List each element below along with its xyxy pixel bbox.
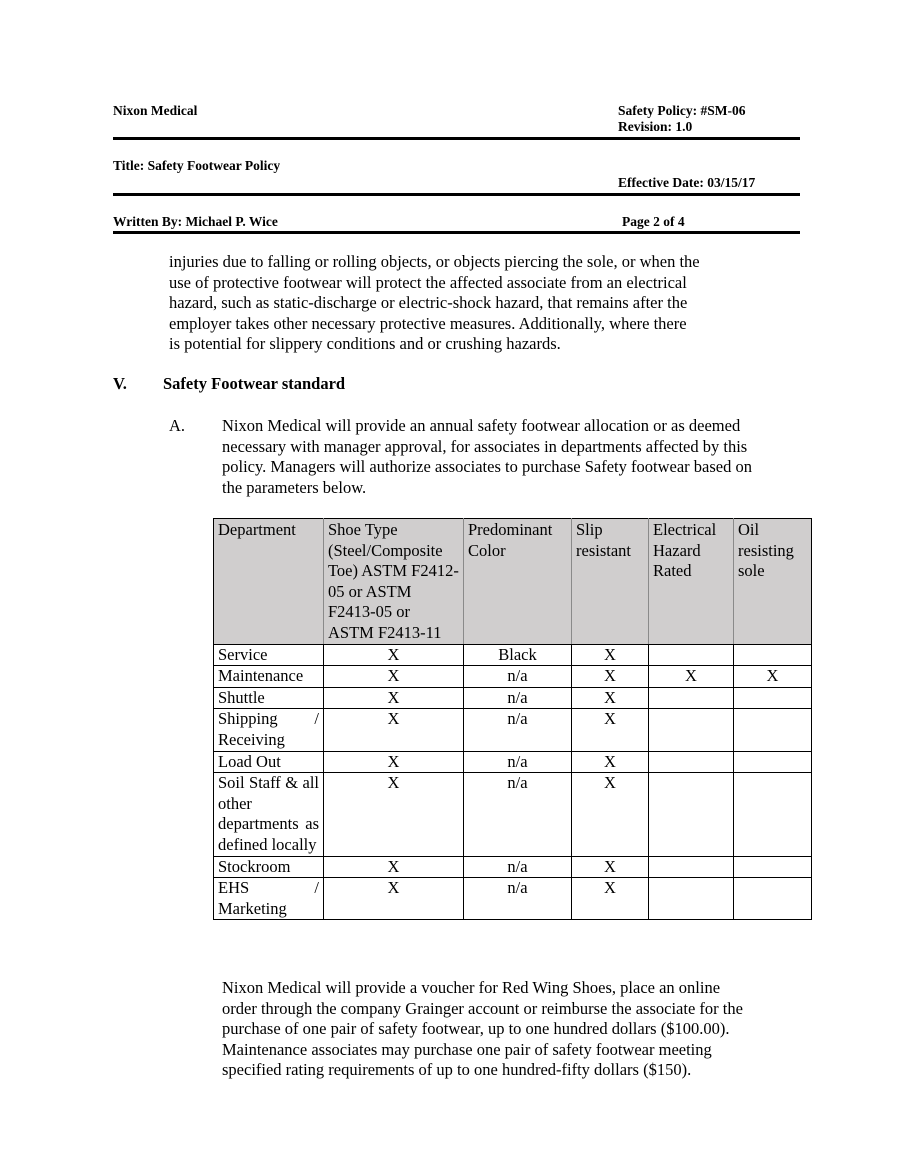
oil-cell [734, 709, 812, 751]
oil-cell [734, 687, 812, 709]
table-row [214, 878, 812, 920]
electrical-cell: X [649, 666, 734, 688]
color-cell: n/a [464, 856, 572, 878]
slip-cell: X [572, 856, 649, 878]
shoe-type-cell: X [324, 687, 464, 709]
table-row [214, 751, 812, 773]
effective-date: Effective Date: 03/15/17 [618, 175, 756, 190]
column-header-oil-resisting: Oil resisting sole [734, 519, 812, 645]
table-row [214, 687, 812, 709]
author: Written By: Michael P. Wice [113, 214, 278, 229]
text-line: employer takes other necessary protective measures. Additionally, where there [169, 313, 687, 333]
shoe-type-cell: X [324, 856, 464, 878]
table-header-row [214, 519, 812, 645]
department-cell: EHS / Marketing [214, 878, 324, 920]
column-header-department: Department [214, 519, 324, 645]
page-number: Page 2 of 4 [622, 214, 685, 229]
table-row [214, 709, 812, 751]
department-cell: Load Out [214, 751, 324, 773]
text-line: Maintenance associates may purchase one pair of safety footwear meeting [222, 1039, 712, 1059]
electrical-cell [649, 856, 734, 878]
electrical-cell [649, 709, 734, 751]
column-header-slip-resistant: Slip resistant [572, 519, 649, 645]
text-line: is potential for slippery conditions and or crushing hazards. [169, 334, 561, 354]
text-line: use of protective footwear will protect the affected associate from an electrical [169, 272, 687, 292]
item-label: A. [169, 416, 186, 435]
color-cell: n/a [464, 878, 572, 920]
oil-cell [734, 751, 812, 773]
department-cell: Maintenance [214, 666, 324, 688]
slip-cell: X [572, 687, 649, 709]
oil-cell [734, 644, 812, 666]
section-title: Safety Footwear standard [163, 374, 346, 393]
oil-cell [734, 773, 812, 856]
item-a-paragraph [222, 416, 752, 498]
table-row [214, 666, 812, 688]
text-line: hazard, such as static-discharge or electric-shock hazard, that remains after the [169, 293, 688, 313]
text-line: order through the company Grainger account or reimburse the associate for the [222, 998, 743, 1018]
column-header-shoe-type: Shoe Type (Steel/Composite Toe) ASTM F2412-05 or ASTM F2413-05 or ASTM F2413-11 [324, 519, 464, 645]
slip-cell: X [572, 878, 649, 920]
color-cell: n/a [464, 709, 572, 751]
electrical-cell [649, 878, 734, 920]
slip-cell: X [572, 773, 649, 856]
text-line: injuries due to falling or rolling objects, or objects piercing the sole, or when the [169, 252, 700, 271]
department-cell: Soil Staff & all other departments as defined locally [214, 773, 324, 856]
slip-cell: X [572, 666, 649, 688]
oil-cell [734, 856, 812, 878]
closing-paragraph [222, 978, 743, 1081]
table-row [214, 644, 812, 666]
department-cell: Shuttle [214, 687, 324, 709]
department-cell: Stockroom [214, 856, 324, 878]
column-header-electrical-hazard: Electrical Hazard Rated [649, 519, 734, 645]
slip-cell: X [572, 751, 649, 773]
color-cell: n/a [464, 751, 572, 773]
electrical-cell [649, 773, 734, 856]
shoe-type-cell: X [324, 666, 464, 688]
slip-cell: X [572, 644, 649, 666]
electrical-cell [649, 687, 734, 709]
shoe-type-cell: X [324, 709, 464, 751]
color-cell: n/a [464, 666, 572, 688]
oil-cell [734, 878, 812, 920]
text-line: purchase of one pair of safety footwear, up to one hundred dollars ($100.00). [222, 1019, 730, 1039]
table-row [214, 856, 812, 878]
color-cell: n/a [464, 773, 572, 856]
text-line: policy. Managers will authorize associates to purchase Safety footwear based on [222, 457, 752, 477]
color-cell: Black [464, 644, 572, 666]
column-header-color: Predominant Color [464, 519, 572, 645]
document-title: Title: Safety Footwear Policy [113, 158, 281, 173]
department-cell: Service [214, 644, 324, 666]
oil-cell: X [734, 666, 812, 688]
text-line: Nixon Medical will provide a voucher for Red Wing Shoes, place an online [222, 978, 721, 997]
color-cell: n/a [464, 687, 572, 709]
shoe-type-cell: X [324, 644, 464, 666]
company-name: Nixon Medical [113, 103, 198, 118]
header-divider [113, 193, 800, 196]
shoe-type-cell: X [324, 751, 464, 773]
header-divider [113, 137, 800, 140]
section-number: V. [113, 374, 127, 393]
shoe-type-cell: X [324, 878, 464, 920]
continued-paragraph [169, 252, 700, 355]
header-divider [113, 231, 800, 234]
footwear-requirements-table [213, 518, 812, 920]
slip-cell: X [572, 709, 649, 751]
policy-number: Safety Policy: #SM-06 [618, 103, 746, 118]
department-cell: Shipping / Receiving [214, 709, 324, 751]
electrical-cell [649, 751, 734, 773]
revision: Revision: 1.0 [618, 119, 693, 134]
text-line: Nixon Medical will provide an annual safety footwear allocation or as deemed [222, 416, 741, 435]
text-line: necessary with manager approval, for associates in departments affected by this [222, 436, 748, 456]
shoe-type-cell: X [324, 773, 464, 856]
electrical-cell [649, 644, 734, 666]
table-row [214, 773, 812, 856]
text-line: the parameters below. [222, 477, 367, 497]
text-line: specified rating requirements of up to one hundred-fifty dollars ($150). [222, 1060, 692, 1080]
